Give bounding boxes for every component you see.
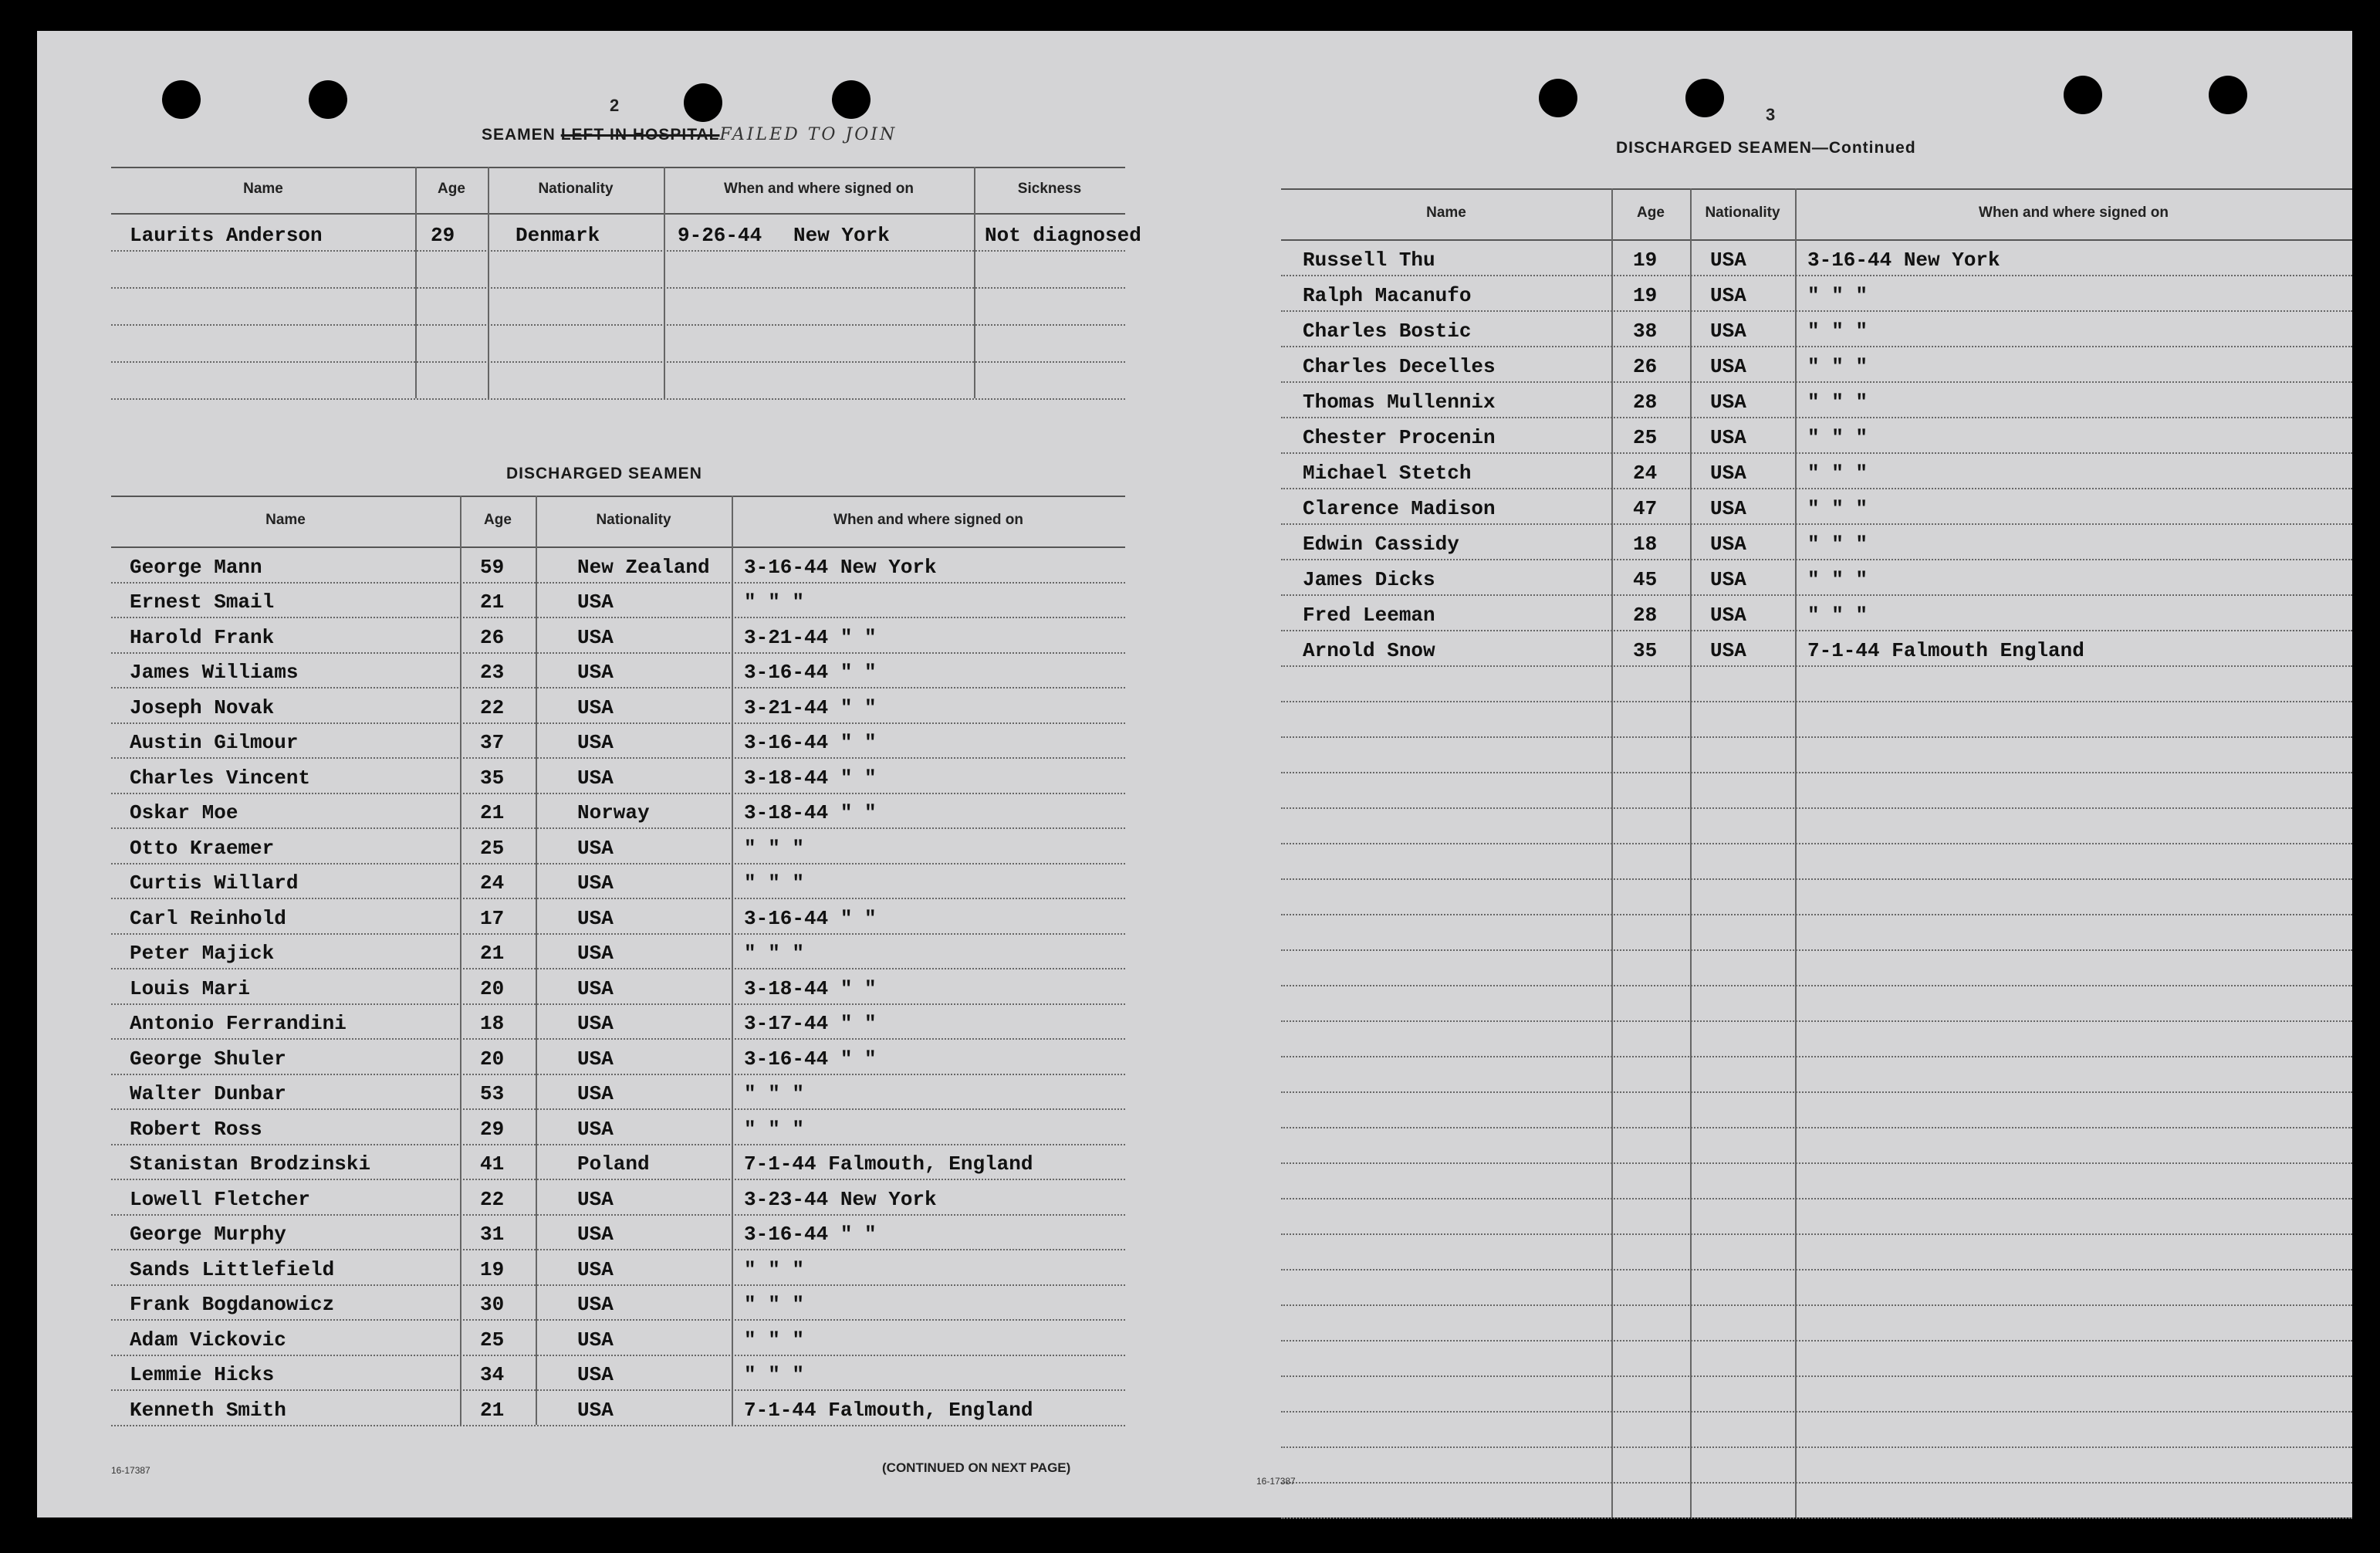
cell-signed: " " " xyxy=(1807,604,1868,627)
punch-hole xyxy=(1685,79,1724,117)
cell-nationality: USA xyxy=(577,766,614,790)
row-rule xyxy=(1281,1446,2352,1448)
cell-nationality: USA xyxy=(577,1047,614,1071)
cell-nationality: USA xyxy=(577,1293,614,1316)
cell-nationality: USA xyxy=(577,1257,614,1281)
cell-name: Ralph Macanufo xyxy=(1303,284,1472,307)
section-title-discharged: DISCHARGED SEAMEN xyxy=(506,465,702,482)
cell-nationality: USA xyxy=(1710,639,1746,662)
cell-signed: " " " xyxy=(744,1117,805,1141)
row-rule xyxy=(111,898,1125,899)
cell-age: 35 xyxy=(1633,639,1658,662)
row-rule xyxy=(1281,594,2352,596)
cell-age: 28 xyxy=(1633,391,1658,414)
cell-name: Joseph Novak xyxy=(130,695,275,719)
cell-age: 19 xyxy=(1633,249,1658,272)
cell-signed: 3-23-44 New York xyxy=(744,1187,937,1211)
cell-nationality: USA xyxy=(577,625,614,649)
cell-name: Lemmie Hicks xyxy=(130,1363,275,1386)
column-rule xyxy=(488,167,489,398)
column-rule xyxy=(1690,188,1692,1517)
row-rule xyxy=(111,287,1125,289)
cell-age: 21 xyxy=(480,590,505,614)
cell-signed: " " " xyxy=(1807,320,1868,343)
cell-age: 19 xyxy=(1633,284,1658,307)
column-header: Age xyxy=(438,181,465,197)
row-rule xyxy=(111,933,1125,935)
cell-signed: " " " xyxy=(1807,391,1868,414)
cell-nationality: USA xyxy=(1710,284,1746,307)
cell-name: Carl Reinhold xyxy=(130,906,286,930)
cell-age: 29 xyxy=(431,224,455,247)
row-rule xyxy=(1281,488,2352,489)
cell-nationality: USA xyxy=(577,590,614,614)
table-rule xyxy=(111,213,1125,215)
row-rule xyxy=(1281,381,2352,383)
cell-name: Oskar Moe xyxy=(130,801,238,824)
cell-age: 21 xyxy=(480,942,505,965)
punch-hole xyxy=(309,80,347,119)
cell-name: Louis Mari xyxy=(130,976,251,1000)
table-rule xyxy=(1281,188,2352,190)
cell-name: Charles Decelles xyxy=(1303,355,1496,378)
cell-nationality: USA xyxy=(577,661,614,684)
cell-signed: " " " xyxy=(1807,568,1868,591)
row-rule xyxy=(111,687,1125,689)
row-rule xyxy=(1281,736,2352,738)
table-rule xyxy=(111,546,1125,548)
cell-age: 20 xyxy=(480,1047,505,1071)
cell-age: 35 xyxy=(480,766,505,790)
cell-signed: 3-16-44 " " xyxy=(744,1047,877,1071)
cell-age: 25 xyxy=(480,836,505,860)
cell-signed: 3-16-44 " " xyxy=(744,1223,877,1246)
cell-signed: 3-21-44 " " xyxy=(744,625,877,649)
cell-name: Charles Bostic xyxy=(1303,320,1472,343)
cell-nationality: USA xyxy=(577,731,614,754)
row-rule xyxy=(1281,630,2352,631)
row-rule xyxy=(111,1355,1125,1356)
column-header: When and where signed on xyxy=(1979,205,2169,221)
cell-signed: 3-18-44 " " xyxy=(744,801,877,824)
row-rule xyxy=(111,652,1125,654)
cell-name: Ernest Smail xyxy=(130,590,275,614)
cell-signed: " " " xyxy=(744,1363,805,1386)
cell-name: Charles Vincent xyxy=(130,766,311,790)
cell-nationality: USA xyxy=(1710,568,1746,591)
cell-age: 24 xyxy=(480,871,505,895)
cell-nationality: USA xyxy=(1710,533,1746,556)
row-rule xyxy=(1281,559,2352,560)
cell-nationality: USA xyxy=(1710,462,1746,485)
cell-name: Otto Kraemer xyxy=(130,836,275,860)
cell-nationality: USA xyxy=(577,695,614,719)
cell-age: 34 xyxy=(480,1363,505,1386)
row-rule xyxy=(111,361,1125,363)
column-header: Nationality xyxy=(538,181,614,197)
right-page xyxy=(1195,31,2352,1517)
cell-age: 21 xyxy=(480,1398,505,1422)
cell-name: James Dicks xyxy=(1303,568,1435,591)
cell-name: Clarence Madison xyxy=(1303,497,1496,520)
column-header: Sickness xyxy=(1017,181,1082,197)
cell-signed: " " " xyxy=(1807,355,1868,378)
row-rule xyxy=(1281,1269,2352,1270)
cell-nationality: USA xyxy=(577,1187,614,1211)
row-rule xyxy=(1281,843,2352,844)
column-header: Name xyxy=(243,181,283,197)
section-title-failed-to-join: SEAMEN LEFT IN HOSPITALFAILED TO JOIN xyxy=(482,125,898,144)
column-rule xyxy=(415,167,417,398)
row-rule xyxy=(111,1003,1125,1005)
cell-age: 45 xyxy=(1633,568,1658,591)
row-rule xyxy=(111,582,1125,584)
row-rule xyxy=(111,1074,1125,1075)
row-rule xyxy=(111,1284,1125,1286)
row-rule xyxy=(1281,914,2352,915)
cell-age: 18 xyxy=(1633,533,1658,556)
row-rule xyxy=(111,863,1125,864)
cell-age: 21 xyxy=(480,801,505,824)
cell-name: Robert Ross xyxy=(130,1117,262,1141)
cell-age: 22 xyxy=(480,695,505,719)
cell-age: 29 xyxy=(480,1117,505,1141)
row-rule xyxy=(111,1038,1125,1040)
column-rule xyxy=(1795,188,1797,1517)
cell-name: Sands Littlefield xyxy=(130,1257,335,1281)
cell-name: Thomas Mullennix xyxy=(1303,391,1496,414)
cell-nationality: USA xyxy=(577,1012,614,1035)
row-rule xyxy=(1281,985,2352,986)
cell-nationality: USA xyxy=(1710,426,1746,449)
row-rule xyxy=(111,722,1125,724)
row-rule xyxy=(1281,1056,2352,1057)
row-rule xyxy=(1281,949,2352,951)
cell-nationality: USA xyxy=(577,976,614,1000)
row-rule xyxy=(1281,275,2352,276)
cell-nationality: USA xyxy=(577,1398,614,1422)
cell-signed: 3-18-44 " " xyxy=(744,976,877,1000)
cell-nationality: USA xyxy=(1710,249,1746,272)
row-rule xyxy=(1281,701,2352,702)
cell-place: New York xyxy=(793,224,890,247)
cell-nationality: New Zealand xyxy=(577,555,710,579)
row-rule xyxy=(1281,1304,2352,1306)
page-number: 3 xyxy=(1766,105,1776,124)
row-rule xyxy=(111,1108,1125,1110)
cell-signed: " " " xyxy=(1807,497,1868,520)
cell-signed: " " " xyxy=(744,1328,805,1352)
cell-nationality: USA xyxy=(577,1328,614,1352)
row-rule xyxy=(1281,452,2352,454)
cell-nationality: Denmark xyxy=(516,224,600,247)
row-rule xyxy=(111,1319,1125,1321)
cell-signed: " " " xyxy=(744,871,805,895)
row-rule xyxy=(1281,1411,2352,1413)
column-rule xyxy=(974,167,975,398)
column-header: Nationality xyxy=(1705,205,1780,221)
cell-signed: 7-1-44 Falmouth, England xyxy=(744,1152,1033,1176)
cell-signed: 3-16-44 New York xyxy=(744,555,937,579)
column-header: Name xyxy=(265,512,306,528)
row-rule xyxy=(1281,1091,2352,1093)
cell-age: 26 xyxy=(480,625,505,649)
cell-age: 24 xyxy=(1633,462,1658,485)
row-rule xyxy=(111,324,1125,326)
row-rule xyxy=(111,968,1125,969)
cell-signed: 7-1-44 Falmouth, England xyxy=(744,1398,1033,1422)
cell-age: 25 xyxy=(480,1328,505,1352)
cell-nationality: USA xyxy=(577,1363,614,1386)
cell-signed: " " " xyxy=(744,836,805,860)
cell-name: Fred Leeman xyxy=(1303,604,1435,627)
cell-age: 18 xyxy=(480,1012,505,1035)
cell-nationality: USA xyxy=(1710,497,1746,520)
cell-age: 38 xyxy=(1633,320,1658,343)
cell-nationality: USA xyxy=(1710,355,1746,378)
table-rule xyxy=(1281,239,2352,241)
document-sheet xyxy=(37,31,2352,1517)
row-rule xyxy=(1281,1233,2352,1235)
row-rule xyxy=(1281,1340,2352,1342)
row-rule xyxy=(1281,346,2352,347)
cell-age: 41 xyxy=(480,1152,505,1176)
cell-age: 17 xyxy=(480,906,505,930)
cell-name: Austin Gilmour xyxy=(130,731,299,754)
cell-signed: " " " xyxy=(744,1082,805,1105)
cell-name: Edwin Cassidy xyxy=(1303,533,1459,556)
cell-signed: 3-16-44 " " xyxy=(744,906,877,930)
row-rule xyxy=(111,1249,1125,1250)
cell-nationality: Norway xyxy=(577,801,650,824)
punch-hole xyxy=(2064,76,2102,114)
cell-name: Frank Bogdanowicz xyxy=(130,1293,335,1316)
punch-hole xyxy=(684,83,722,122)
punch-hole xyxy=(2209,76,2247,114)
cell-signed: " " " xyxy=(1807,284,1868,307)
cell-signed: 3-21-44 " " xyxy=(744,695,877,719)
cell-nationality: USA xyxy=(577,942,614,965)
cell-name: Peter Majick xyxy=(130,942,275,965)
column-header: Age xyxy=(484,512,512,528)
row-rule xyxy=(1281,1020,2352,1022)
column-header: Age xyxy=(1637,205,1665,221)
cell-name: George Shuler xyxy=(130,1047,286,1071)
cell-age: 25 xyxy=(1633,426,1658,449)
form-number: 16-17387 xyxy=(111,1465,150,1476)
column-header: Name xyxy=(1426,205,1466,221)
punch-hole xyxy=(162,80,201,119)
cell-nationality: USA xyxy=(577,906,614,930)
row-rule xyxy=(1281,417,2352,418)
cell-name: Antonio Ferrandini xyxy=(130,1012,347,1035)
cell-age: 23 xyxy=(480,661,505,684)
punch-hole xyxy=(832,80,871,119)
cell-nationality: USA xyxy=(1710,391,1746,414)
cell-name: Arnold Snow xyxy=(1303,639,1435,662)
row-rule xyxy=(111,1144,1125,1145)
cell-age: 30 xyxy=(480,1293,505,1316)
cell-signed: " " " xyxy=(1807,533,1868,556)
row-rule xyxy=(111,250,1125,252)
row-rule xyxy=(1281,1517,2352,1519)
cell-name: Harold Frank xyxy=(130,625,275,649)
cell-age: 19 xyxy=(480,1257,505,1281)
cell-signed: 3-17-44 " " xyxy=(744,1012,877,1035)
column-rule xyxy=(1611,188,1613,1517)
table-rule xyxy=(111,496,1125,497)
column-header: When and where signed on xyxy=(833,512,1023,528)
cell-date: 9-26-44 xyxy=(678,224,762,247)
column-rule xyxy=(664,167,665,398)
cell-name: Michael Stetch xyxy=(1303,462,1472,485)
row-rule xyxy=(1281,772,2352,773)
row-rule xyxy=(1281,807,2352,809)
cell-signed: " " " xyxy=(744,1257,805,1281)
column-header: When and where signed on xyxy=(724,181,914,197)
cell-name: Laurits Anderson xyxy=(130,224,323,247)
cell-signed: " " " xyxy=(1807,462,1868,485)
cell-name: James Williams xyxy=(130,661,299,684)
row-rule xyxy=(1281,523,2352,525)
cell-nationality: USA xyxy=(577,1082,614,1105)
cell-age: 53 xyxy=(480,1082,505,1105)
row-rule xyxy=(111,617,1125,618)
row-rule xyxy=(111,757,1125,759)
cell-nationality: USA xyxy=(577,1223,614,1246)
cell-nationality: Poland xyxy=(577,1152,650,1176)
cell-age: 59 xyxy=(480,555,505,579)
cell-name: Adam Vickovic xyxy=(130,1328,286,1352)
cell-name: Curtis Willard xyxy=(130,871,299,895)
row-rule xyxy=(111,1214,1125,1216)
cell-age: 31 xyxy=(480,1223,505,1246)
cell-sickness: Not diagnosed xyxy=(985,224,1141,247)
cell-signed: 7-1-44 Falmouth England xyxy=(1807,639,2084,662)
page-number: 2 xyxy=(610,96,620,115)
row-rule xyxy=(111,827,1125,829)
section-title-discharged-continued: DISCHARGED SEAMEN—Continued xyxy=(1616,139,1916,157)
cell-age: 22 xyxy=(480,1187,505,1211)
column-header: Nationality xyxy=(596,512,671,528)
row-rule xyxy=(111,1425,1125,1426)
row-rule xyxy=(1281,1482,2352,1484)
cell-signed: 3-16-44 New York xyxy=(1807,249,2000,272)
cell-name: Stanistan Brodzinski xyxy=(130,1152,371,1176)
cell-signed: 3-18-44 " " xyxy=(744,766,877,790)
row-rule xyxy=(1281,878,2352,880)
row-rule xyxy=(1281,1162,2352,1164)
row-rule xyxy=(1281,665,2352,667)
cell-name: Walter Dunbar xyxy=(130,1082,286,1105)
row-rule xyxy=(1281,1375,2352,1377)
table-rule xyxy=(111,167,1125,168)
cell-age: 26 xyxy=(1633,355,1658,378)
cell-name: Kenneth Smith xyxy=(130,1398,286,1422)
cell-signed: 3-16-44 " " xyxy=(744,661,877,684)
left-page xyxy=(37,31,1195,1517)
cell-name: Lowell Fletcher xyxy=(130,1187,311,1211)
cell-age: 47 xyxy=(1633,497,1658,520)
row-rule xyxy=(1281,310,2352,312)
row-rule xyxy=(111,398,1125,400)
row-rule xyxy=(111,793,1125,794)
cell-age: 20 xyxy=(480,976,505,1000)
row-rule xyxy=(1281,1198,2352,1199)
punch-hole xyxy=(1539,79,1577,117)
cell-name: George Mann xyxy=(130,555,262,579)
row-rule xyxy=(111,1179,1125,1180)
cell-name: George Murphy xyxy=(130,1223,286,1246)
cell-name: Chester Procenin xyxy=(1303,426,1496,449)
cell-nationality: USA xyxy=(1710,320,1746,343)
row-rule xyxy=(1281,1127,2352,1128)
cell-signed: " " " xyxy=(1807,426,1868,449)
row-rule xyxy=(111,1389,1125,1391)
cell-signed: " " " xyxy=(744,942,805,965)
cell-name: Russell Thu xyxy=(1303,249,1435,272)
cell-signed: " " " xyxy=(744,590,805,614)
cell-nationality: USA xyxy=(577,871,614,895)
cell-age: 37 xyxy=(480,731,505,754)
cell-nationality: USA xyxy=(577,836,614,860)
cell-nationality: USA xyxy=(1710,604,1746,627)
cell-signed: " " " xyxy=(744,1293,805,1316)
cell-signed: 3-16-44 " " xyxy=(744,731,877,754)
cell-age: 28 xyxy=(1633,604,1658,627)
form-number: 16-17387 xyxy=(1256,1476,1296,1487)
cell-nationality: USA xyxy=(577,1117,614,1141)
continued-note: (CONTINUED ON NEXT PAGE) xyxy=(882,1460,1071,1475)
